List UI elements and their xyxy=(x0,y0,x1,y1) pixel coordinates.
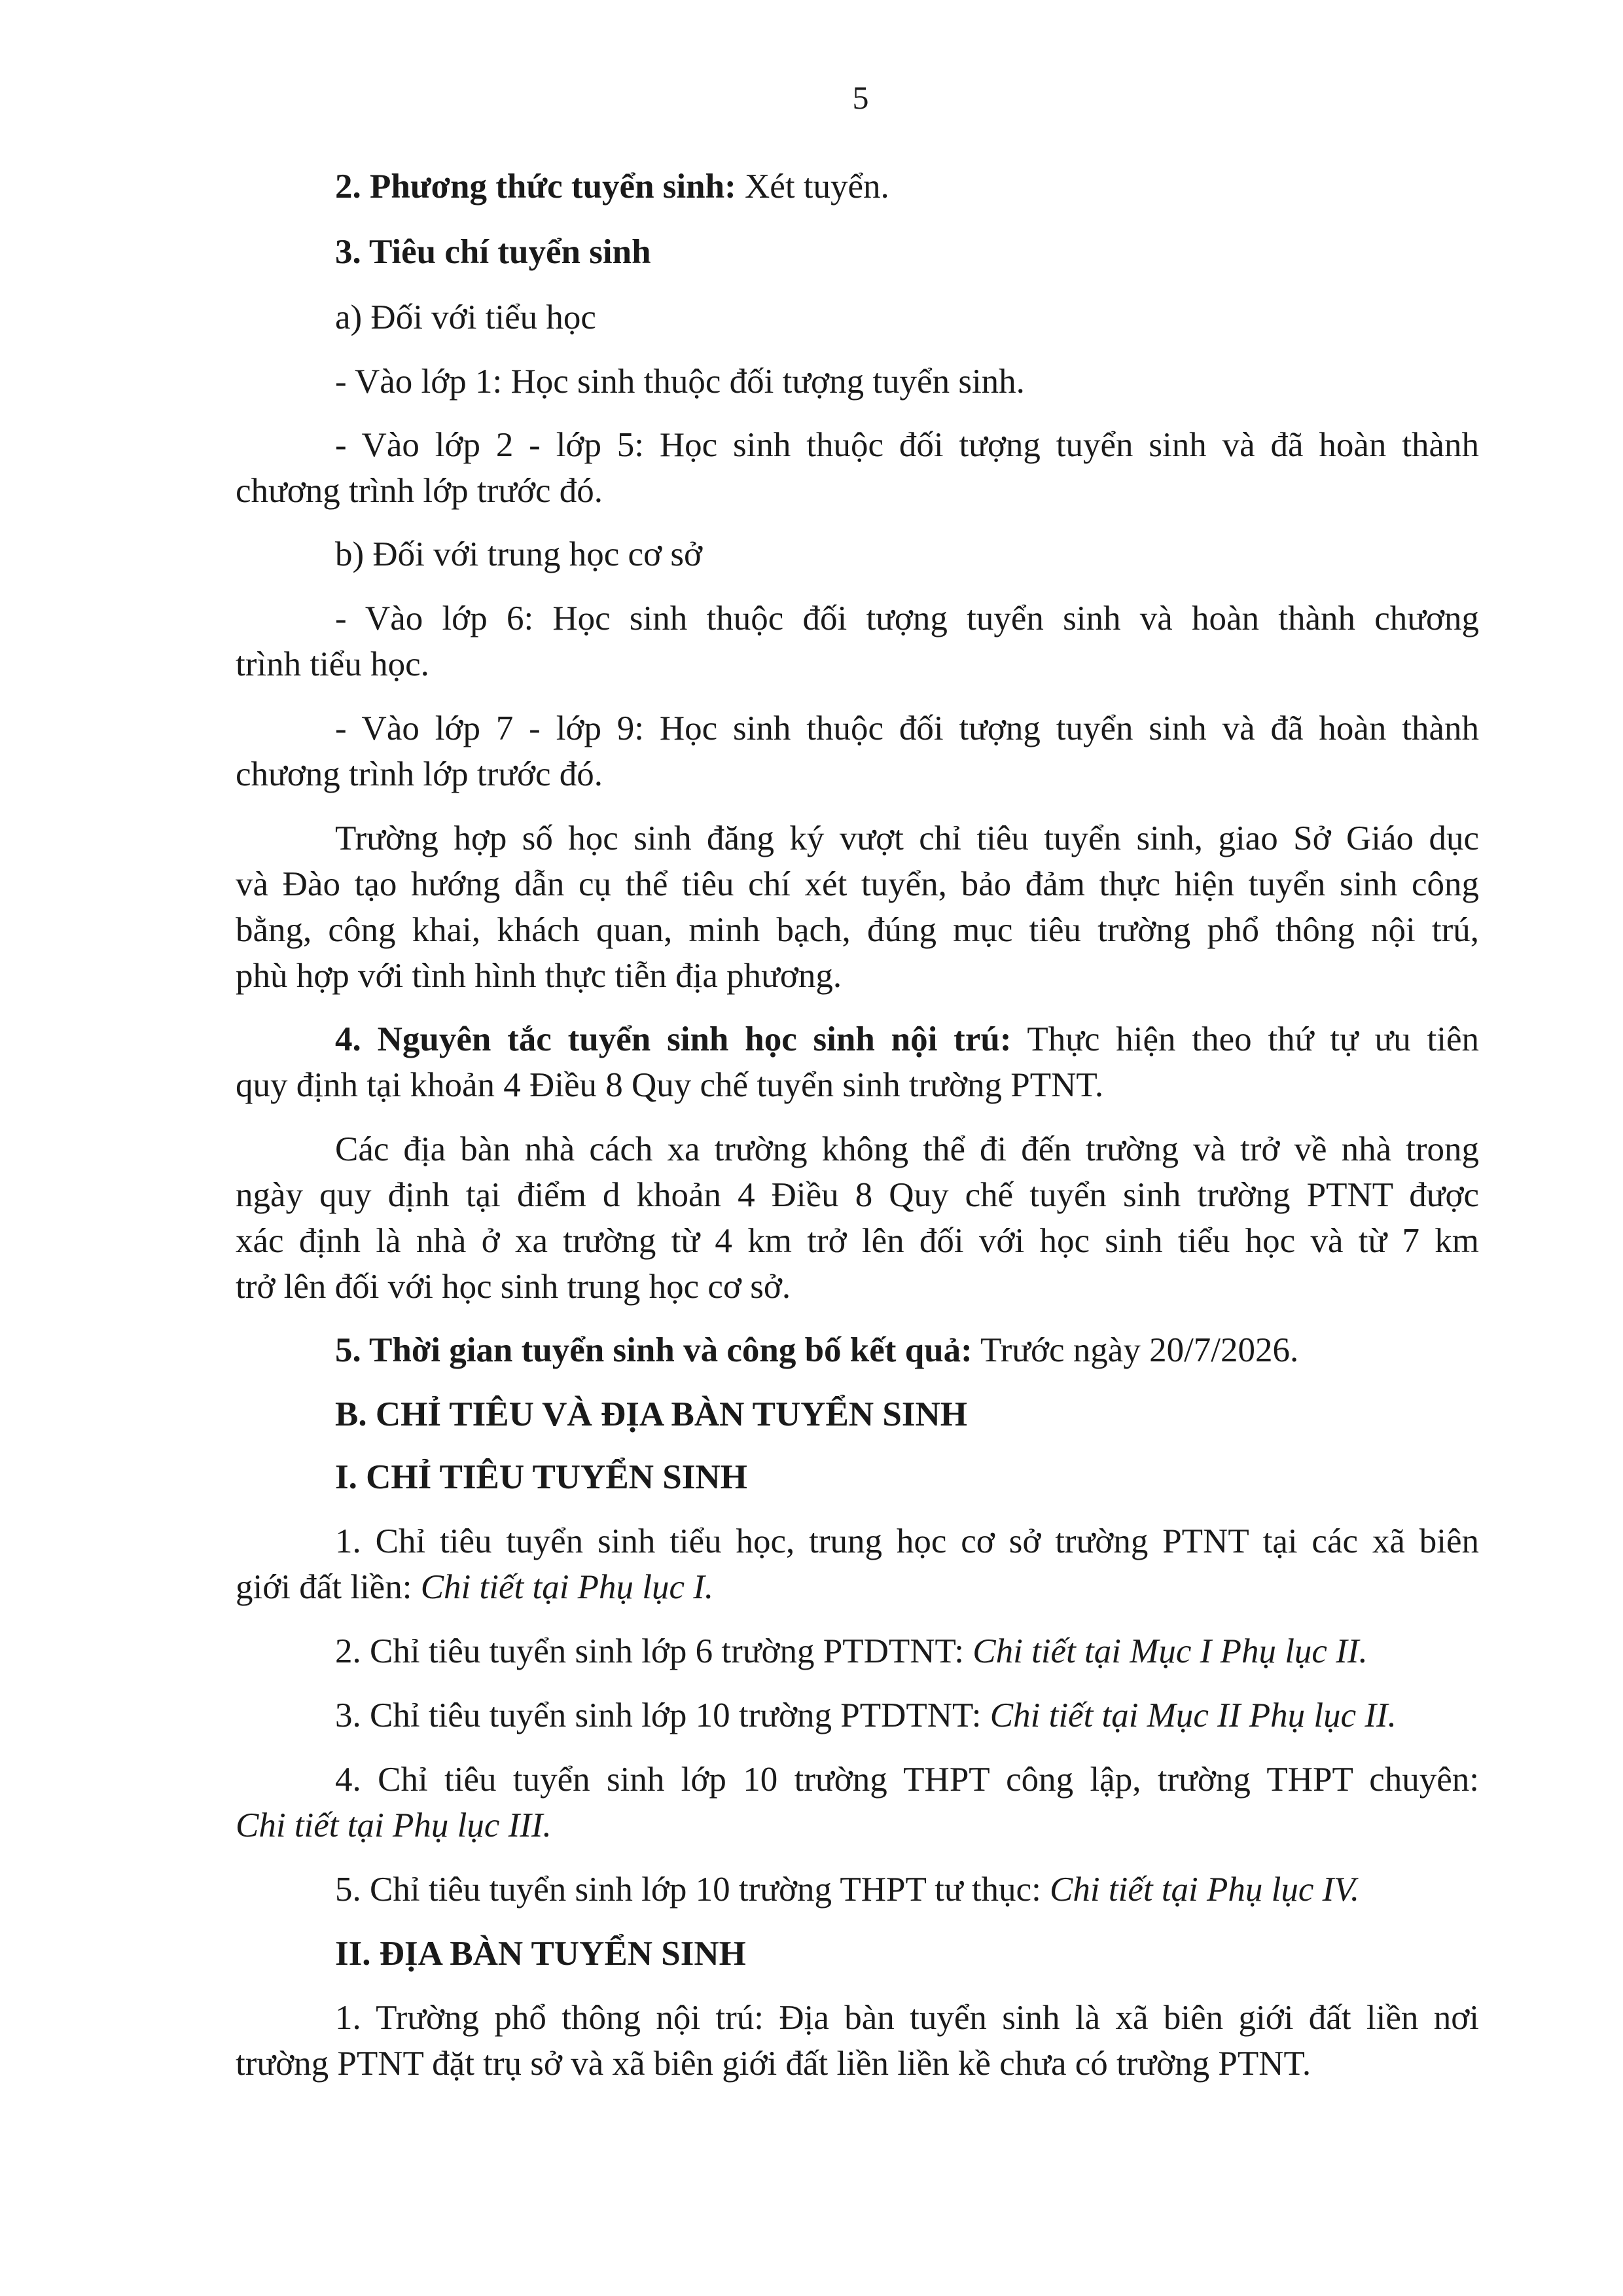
ref: Chi tiết tại Phụ lục III. xyxy=(236,1806,552,1844)
para-truong-hop-line4: phù hợp với tình hình thực tiễn địa phương. xyxy=(236,957,842,995)
para-thoi-gian xyxy=(236,1327,1479,1373)
heading-section-i: I. CHỈ TIÊU TUYỂN SINH xyxy=(335,1458,747,1496)
para-nguyen-tac-line1 xyxy=(236,1016,1479,1062)
text: Trước ngày 20/7/2026. xyxy=(972,1331,1299,1369)
para-chi-tieu-4-line1: 4. Chỉ tiêu tuyển sinh lớp 10 trường THPT công lập, trường THPT chuyên: xyxy=(335,1761,1479,1799)
para-chi-tieu-1-line2 xyxy=(236,1564,1479,1610)
heading-section-b: B. CHỈ TIÊU VÀ ĐỊA BÀN TUYỂN SINH xyxy=(335,1395,968,1433)
label: 2. Phương thức tuyển sinh: xyxy=(335,168,736,206)
para-chi-tieu-2 xyxy=(236,1628,1479,1674)
para-dia-ban-xa-line3: xác định là nhà ở xa trường từ 4 km trở lên đối với học sinh tiểu học và từ 7 km xyxy=(236,1222,1479,1260)
label: 4. Nguyên tắc tuyển sinh học sinh nội trú: xyxy=(335,1020,1012,1058)
para-chi-tieu-4-line2 xyxy=(236,1803,1479,1848)
text: 3. Chỉ tiêu tuyển sinh lớp 10 trường PTDTNT: xyxy=(335,1696,990,1734)
para-truong-hop-line2: và Đào tạo hướng dẫn cụ thể tiêu chí xét tuyển, bảo đảm thực hiện tuyển sinh công xyxy=(236,865,1479,903)
para-lop6-line2: trình tiểu học. xyxy=(236,645,429,683)
ref: Chi tiết tại Phụ lục IV. xyxy=(1050,1871,1360,1909)
para-dia-ban-1-line2: trường PTNT đặt trụ sở và xã biên giới đất liền liền kề chưa có trường PTNT. xyxy=(236,2045,1311,2083)
para-dia-ban-xa-line4: trở lên đối với học sinh trung học cơ sở. xyxy=(236,1268,791,1306)
ref: Chi tiết tại Mục I Phụ lục II. xyxy=(972,1632,1368,1670)
para-truong-hop-line1: Trường hợp số học sinh đăng ký vượt chỉ tiêu tuyển sinh, giao Sở Giáo dục xyxy=(335,819,1479,857)
para-lop7-9-line1: - Vào lớp 7 - lớp 9: Học sinh thuộc đối tượng tuyển sinh và đã hoàn thành xyxy=(335,709,1479,747)
para-lop1: - Vào lớp 1: Học sinh thuộc đối tượng tuyển sinh. xyxy=(335,363,1025,401)
para-phuong-thuc xyxy=(236,164,1479,209)
label: 5. Thời gian tuyển sinh và công bố kết quả: xyxy=(335,1331,972,1369)
para-chi-tieu-3 xyxy=(236,1693,1479,1738)
para-dia-ban-xa-line2: ngày quy định tại điểm d khoản 4 Điều 8 Quy chế tuyển sinh trường PTNT được xyxy=(236,1176,1479,1214)
para-truong-hop-line3: bằng, công khai, khách quan, minh bạch, đúng mục tiêu trường phổ thông nội trú, xyxy=(236,911,1479,949)
para-dia-ban-1-line1: 1. Trường phổ thông nội trú: Địa bàn tuyển sinh là xã biên giới đất liền nơi xyxy=(335,1999,1479,2037)
ref: Chi tiết tại Mục II Phụ lục II. xyxy=(990,1696,1397,1734)
page-number: 5 xyxy=(852,79,869,116)
text: giới đất liền: xyxy=(236,1568,421,1606)
heading-section-ii: II. ĐỊA BÀN TUYỂN SINH xyxy=(335,1935,746,1973)
para-lop2-5-line2: chương trình lớp trước đó. xyxy=(236,472,603,510)
para-lop7-9-line2: chương trình lớp trước đó. xyxy=(236,755,603,793)
text: 5. Chỉ tiêu tuyển sinh lớp 10 trường THPT tư thục: xyxy=(335,1871,1050,1909)
para-dia-ban-xa-line1: Các địa bàn nhà cách xa trường không thể đi đến trường và trở về nhà trong xyxy=(335,1130,1479,1168)
text: Thực hiện theo thứ tự ưu tiên xyxy=(1011,1020,1480,1058)
para-b: b) Đối với trung học cơ sở xyxy=(335,535,703,573)
heading-tieu-chi: 3. Tiêu chí tuyển sinh xyxy=(335,233,651,271)
para-nguyen-tac-line2: quy định tại khoản 4 Điều 8 Quy chế tuyển sinh trường PTNT. xyxy=(236,1066,1104,1104)
ref: Chi tiết tại Phụ lục I. xyxy=(420,1568,714,1606)
text: Xét tuyển. xyxy=(736,168,889,206)
para-lop6-line1: - Vào lớp 6: Học sinh thuộc đối tượng tuyển sinh và hoàn thành chương xyxy=(335,600,1479,637)
para-chi-tieu-5 xyxy=(236,1867,1479,1912)
para-a: a) Đối với tiểu học xyxy=(335,298,596,336)
para-chi-tieu-1-line1: 1. Chỉ tiêu tuyển sinh tiểu học, trung học cơ sở trường PTNT tại các xã biên xyxy=(335,1522,1479,1560)
text: 2. Chỉ tiêu tuyển sinh lớp 6 trường PTDTNT: xyxy=(335,1632,973,1670)
para-lop2-5-line1: - Vào lớp 2 - lớp 5: Học sinh thuộc đối tượng tuyển sinh và đã hoàn thành xyxy=(335,426,1479,464)
